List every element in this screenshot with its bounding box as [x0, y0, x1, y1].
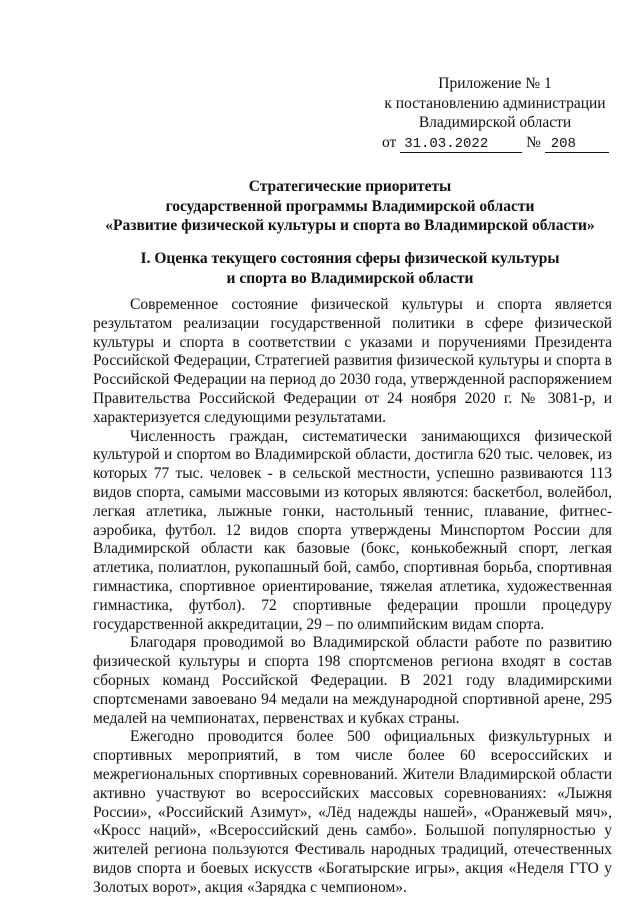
- section-heading: [60, 249, 640, 289]
- decree-number: 208: [545, 137, 609, 153]
- body-text: [93, 296, 612, 898]
- section-heading-line-1: I. Оценка текущего состояния сферы физической культуры: [140, 250, 560, 267]
- from-label: от: [382, 133, 397, 151]
- title-line-3: «Развитие физической культуры и спорта во Владимирской области»: [105, 217, 595, 234]
- title-line-2: государственной программы Владимирской области: [165, 197, 535, 215]
- paragraph: Благодаря проводимой во Владимирской области работе по развитию физической культуры и спорта 198 спортсменов региона входят в состав сборных команд Российской Федерации. В 2021 году владимирскими спортсменами завоевано 94 медали на международной спортивной арене, 295 медалей на чемпионатах, первенствах и кубках страны.: [93, 634, 612, 727]
- appendix-region: Владимирской области: [418, 114, 572, 131]
- title-line-1: Стратегические приоритеты: [248, 178, 452, 195]
- decree-date: 31.03.2022: [400, 137, 522, 153]
- appendix-header: [380, 74, 610, 153]
- document-title: [60, 177, 640, 236]
- paragraph: Современное состояние физической культуры и спорта является результатом реализации государственной политики в сфере физической культуры и спорта в соответствии с указами и поручениями Президента Российской Федерации, Стратегией развития физической культуры и спорта в Российской Федерации на период до 2030 года, утвержденной распоряжением Правительства Российской Федерации от 24 ноября 2020 г. № 3081-р, и характеризуется следующими результатами.: [93, 296, 612, 426]
- paragraph: Численность граждан, систематически занимающихся физической культурой и спортом во Владимирской области, достигла 620 тыс. человек, из которых 77 тыс. человек - в сельской местности, успешно развиваются 113 видов спорта, самыми массовыми из которых являются: баскетбол, волейбол, легкая атлетика, лыжные гонки, настольный теннис, плавание, фитнес-аэробика, футбол. 12 видов спорта утверждены Минспортом России для Владимирской области как базовые (бокс, конькобежный спорт, легкая атлетика, полиатлон, рукопашный бой, самбо, спортивная борьба, спортивная гимнастика, спортивное ориентирование, тяжелая атлетика, художественная гимнастика, футбол). 72 спортивные федерации прошли процедуру государственной аккредитации, 29 – по олимпийским видам спорта.: [93, 427, 612, 633]
- section-heading-line-2: и спорта во Владимирской области: [226, 270, 474, 287]
- paragraph: Ежегодно проводится более 500 официальных физкультурных и спортивных мероприятий, в том числе более 60 всероссийских и межрегиональных спортивных соревнований. Жители Владимирской области активно участвуют во всероссийских массовых соревнованиях: «Лыжня России», «Российский Азимут», «Лёд надежды нашей», «Оранжевый мяч», «Кросс наций», «Всероссийский день самбо». Большой популярностью у жителей региона пользуются Фестиваль народных традиций, отечественных видов спорта и боевых искусств «Богатырские игры», акция «Неделя ГТО у Золотых ворот», акция «Зарядка с чемпионом».: [93, 728, 612, 896]
- appendix-reference: к постановлению администрации: [384, 94, 606, 112]
- number-label: №: [526, 133, 541, 151]
- appendix-title: Приложение № 1: [438, 75, 552, 92]
- appendix-date-line: [380, 133, 610, 153]
